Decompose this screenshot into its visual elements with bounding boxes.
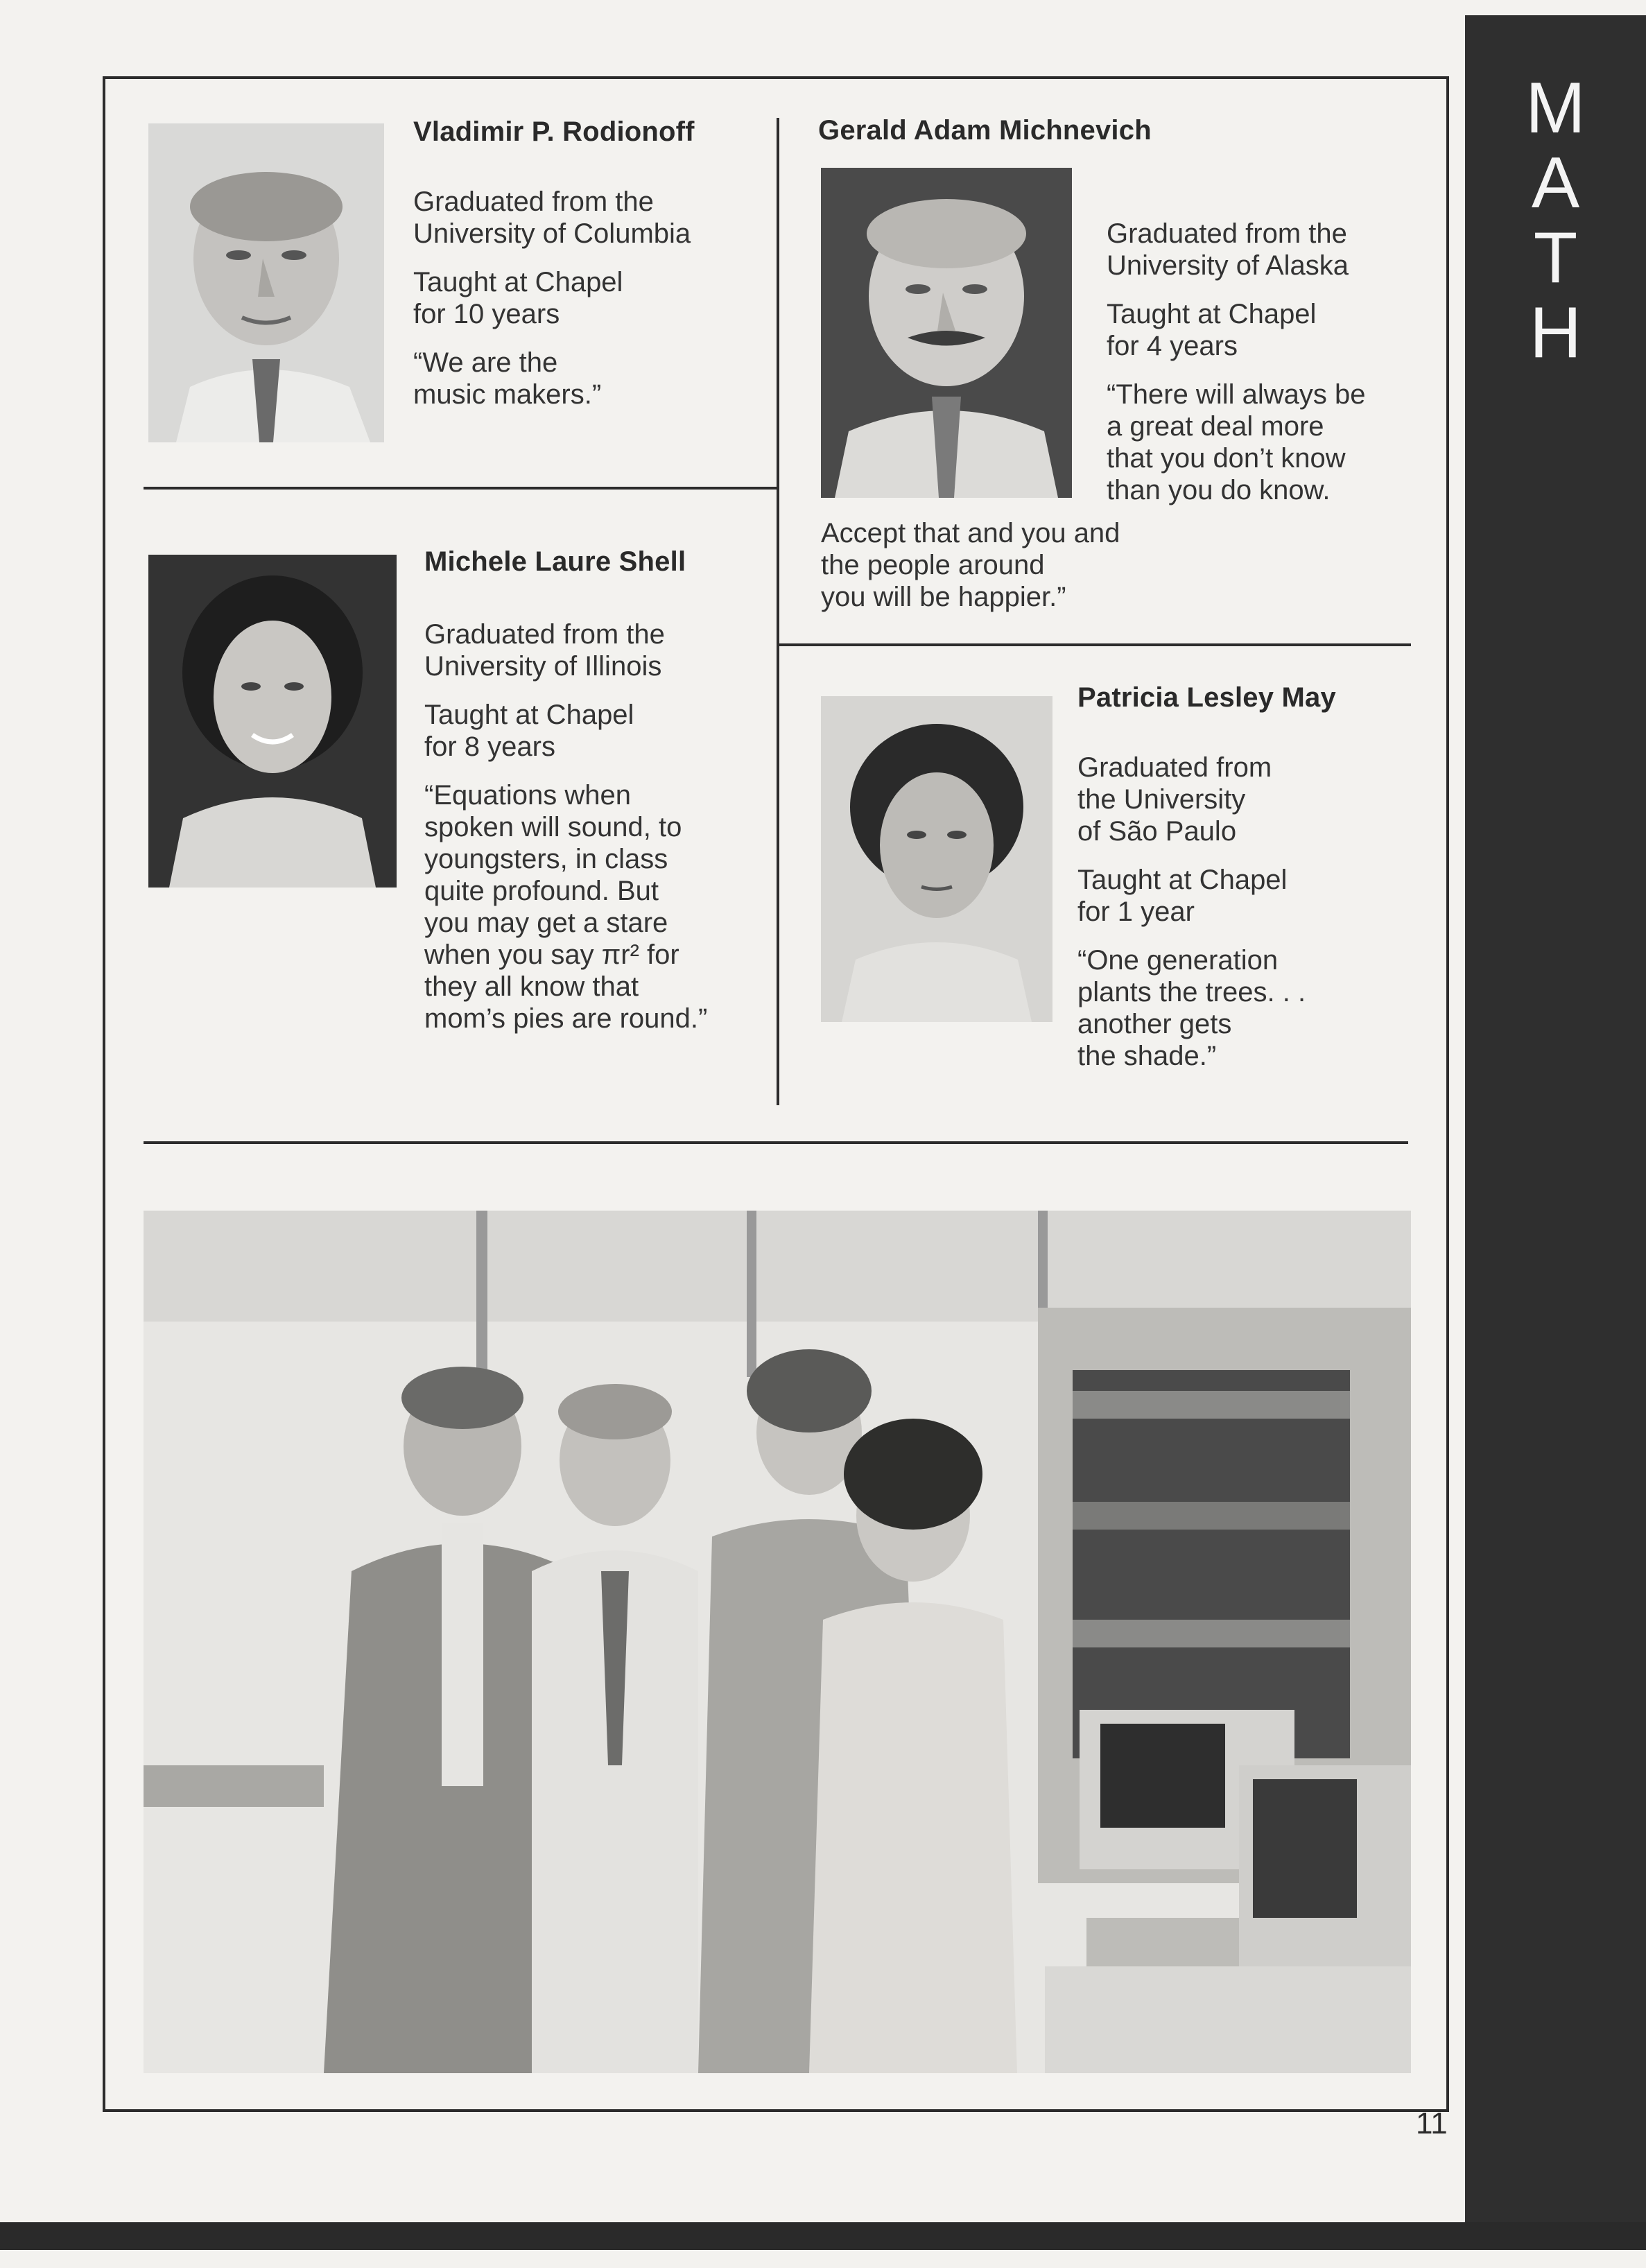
section-letter-a: A (1531, 143, 1580, 223)
group-photo (144, 1211, 1411, 2073)
column-divider (777, 118, 779, 1105)
teacher-name: Patricia Lesley May (1077, 682, 1336, 713)
bottom-border (0, 2222, 1646, 2250)
teacher-quote-continued: Accept that and you and the people around you will be happier.” (821, 518, 1120, 612)
teacher-quote: “One generation plants the trees. . . another gets the shade.” (1077, 945, 1306, 1071)
portrait-may (821, 696, 1052, 1022)
portrait-shell (148, 555, 397, 888)
teacher-quote: “There will always be a great deal more that you don’t know than you do know. (1107, 379, 1366, 505)
section-letter-m: M (1525, 68, 1586, 148)
teacher-tenure: Taught at Chapel for 1 year (1077, 865, 1288, 927)
teacher-tenure: Taught at Chapel for 4 years (1107, 299, 1317, 361)
section-letter-h: H (1529, 293, 1582, 373)
teacher-tenure: Taught at Chapel for 10 years (413, 267, 623, 329)
page-number: 11 (1416, 2106, 1448, 2140)
teacher-education: Graduated from the University of Columbia (413, 187, 691, 249)
left-row-divider (144, 487, 779, 490)
section-letter-t: T (1533, 218, 1578, 298)
teacher-quote: “We are the music makers.” (413, 347, 602, 410)
teacher-tenure: Taught at Chapel for 8 years (424, 700, 634, 762)
teacher-education: Graduated from the University of Illinois (424, 619, 665, 682)
section-divider (144, 1141, 1408, 1144)
portrait-rodionoff (148, 123, 384, 442)
teacher-quote: “Equations when spoken will sound, to youngsters, in class quite profound. But you may get a stare when you say πr² for they all know that mom’s pies are round.” (424, 780, 708, 1034)
teacher-name: Michele Laure Shell (424, 546, 686, 577)
teacher-name: Vladimir P. Rodionoff (413, 116, 695, 147)
right-row-divider (777, 643, 1411, 646)
teacher-education: Graduated from the University of São Paulo (1077, 752, 1272, 847)
teacher-education: Graduated from the University of Alaska (1107, 218, 1349, 281)
teacher-name: Gerald Adam Michnevich (818, 115, 1152, 146)
portrait-michnevich (821, 168, 1072, 498)
